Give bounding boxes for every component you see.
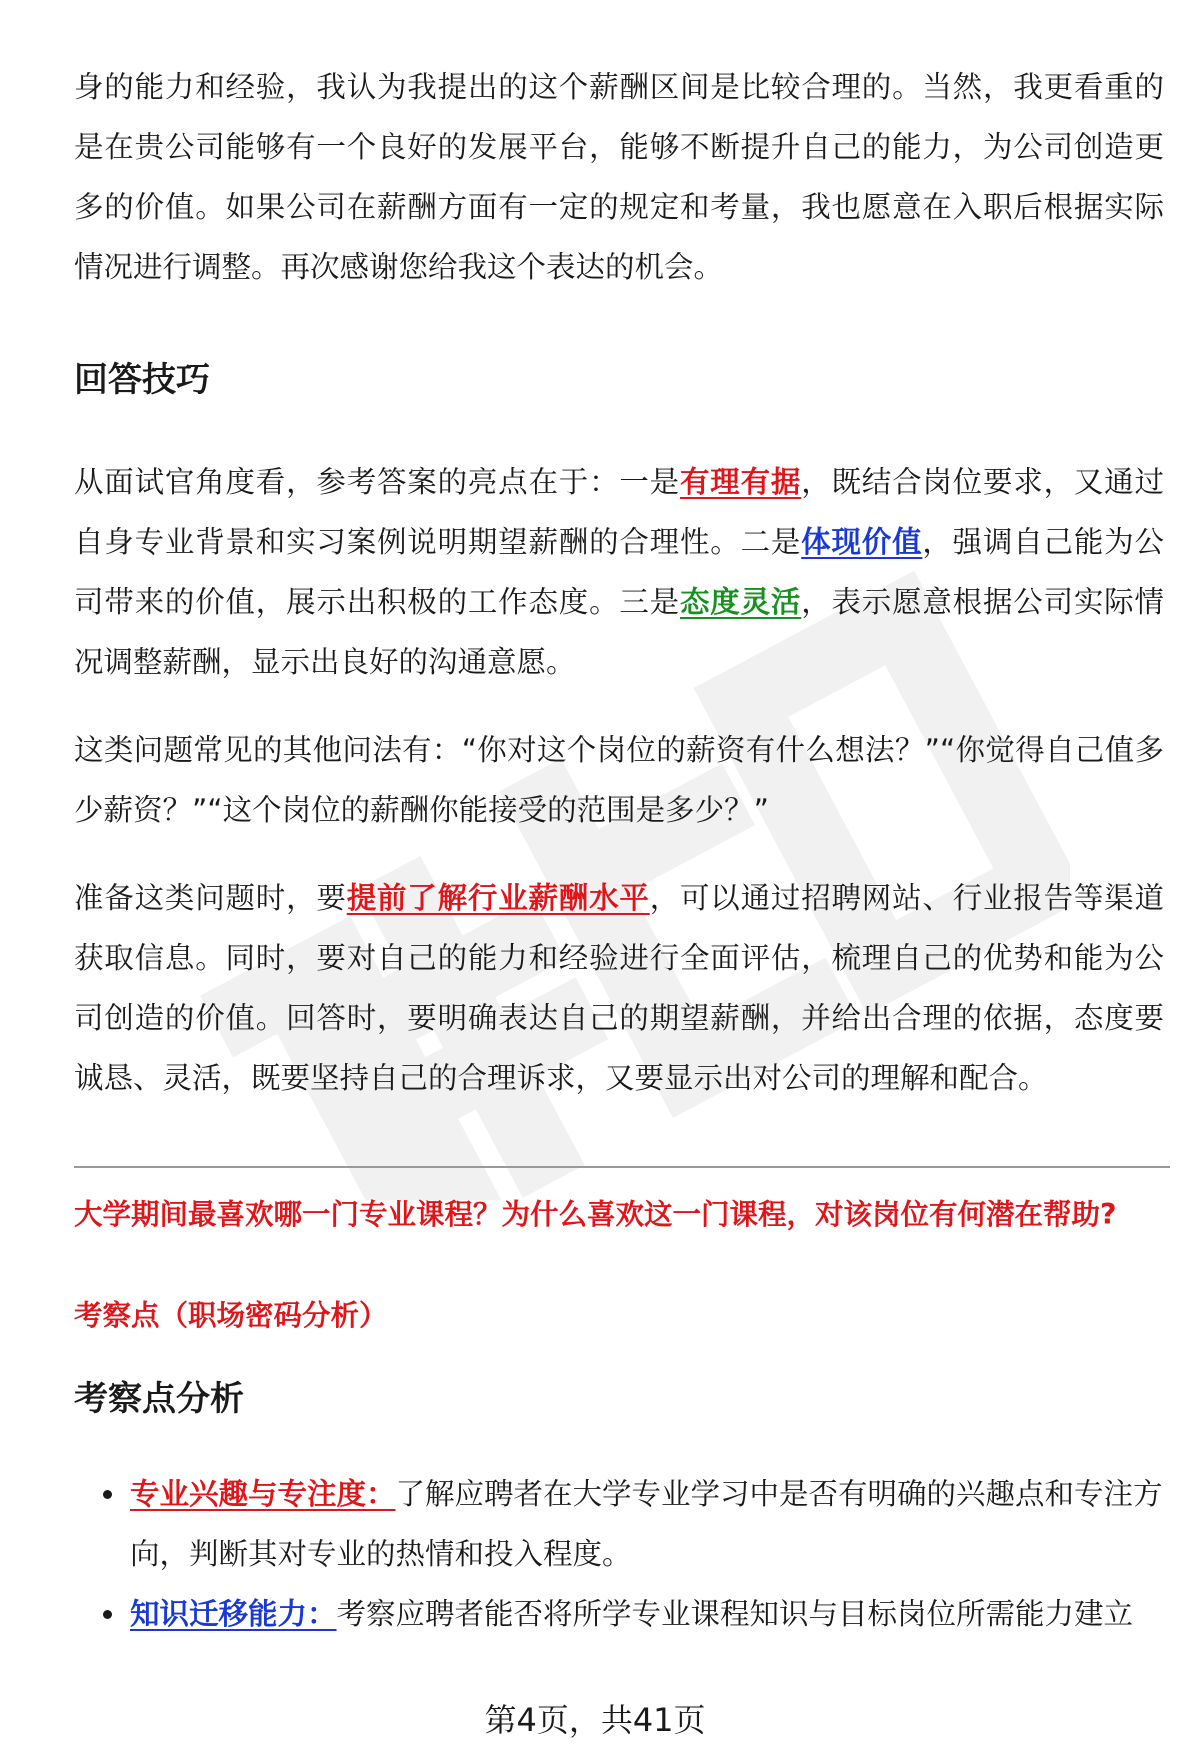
text-segment: ，强调自己能为公司带来的价值，展示出积极的工作态度。三是 <box>74 525 1164 619</box>
answer-tips-heading: 回答技巧 <box>74 360 210 400</box>
analysis-item-text: 了解应聘者在大学专业学习中是否有明确的兴趣点和专注方向，判断其对专业的热情和投入程度。 <box>130 1477 1163 1571</box>
answer-tips-paragraph-3 <box>74 868 1164 1108</box>
text-segment: ，可以通过招聘网站、行业报告等渠道获取信息。同时，要对自己的能力和经验进行全面评估，梳理自己的优势和能为公司创造的价值。回答时，要明确表达自己的期望薪酬，并给出合理的依据，态度要诚恳、灵活，既要坚持自己的合理诉求，又要显示出对公司的理解和配合。 <box>74 881 1164 1095</box>
text-segment: 准备这类问题时，要 <box>74 881 347 915</box>
text-segment: 从面试官角度看，参考答案的亮点在于：一是 <box>74 465 680 499</box>
bullet-icon <box>103 1610 112 1619</box>
highlight-industry-salary: 提前了解行业薪酬水平 <box>346 881 650 915</box>
bullet-icon <box>103 1490 112 1499</box>
question-subtitle: 考察点（职场密码分析） <box>74 1299 388 1332</box>
analysis-heading: 考察点分析 <box>74 1379 244 1419</box>
analysis-item <box>74 1464 1164 1584</box>
text-segment: ，既结合岗位要求，又通过自身专业背景和实习案例说明期望薪酬的合理性。二是 <box>74 465 1164 559</box>
highlight-flexible: 态度灵活 <box>679 585 802 619</box>
analysis-item-text: 考察应聘者能否将所学专业课程知识与目标岗位所需能力建立 <box>336 1597 1134 1631</box>
analysis-item-label: 专业兴趣与专注度： <box>130 1477 396 1511</box>
analysis-item-label: 知识迁移能力： <box>130 1597 337 1631</box>
highlight-value: 体现价值 <box>801 525 923 559</box>
analysis-list <box>74 1464 1164 1644</box>
page-number: 第4页，共41页 <box>484 1701 706 1739</box>
answer-tips-paragraph-1 <box>74 452 1164 692</box>
highlight-reasoned: 有理有据 <box>679 465 802 499</box>
question-title: 大学期间最喜欢哪一门专业课程？为什么喜欢这一门课程，对该岗位有何潜在帮助? <box>74 1198 1117 1231</box>
section-divider <box>74 1166 1170 1168</box>
answer-tips-paragraph-2: 这类问题常见的其他问法有：“你对这个岗位的薪资有什么想法？”“你觉得自己值多少薪资？”“这个岗位的薪酬你能接受的范围是多少？” <box>74 733 1164 827</box>
text-segment: ，表示愿意根据公司实际情况调整薪酬，显示出良好的沟通意愿。 <box>74 585 1164 679</box>
analysis-item <box>74 1584 1164 1644</box>
intro-paragraph: 身的能力和经验，我认为我提出的这个薪酬区间是比较合理的。当然，我更看重的是在贵公司能够有一个良好的发展平台，能够不断提升自己的能力，为公司创造更多的价值。如果公司在薪酬方面有一定的规定和考量，我也愿意在入职后根据实际情况进行调整。再次感谢您给我这个表达的机会。 <box>74 70 1164 284</box>
